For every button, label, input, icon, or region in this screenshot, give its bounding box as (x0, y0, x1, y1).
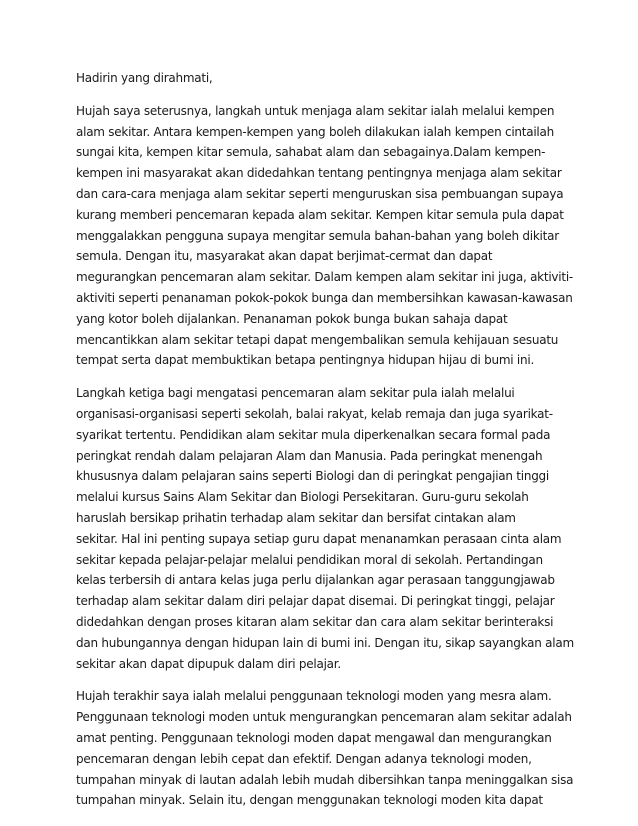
text-line: Hujah saya seterusnya, langkah untuk menjaga alam sekitar ialah melalui kempen (76, 103, 555, 118)
text-line: dan cara-cara menjaga alam sekitar seperti menguruskan sisa pembuangan supaya (76, 186, 564, 201)
text-line: terhadap alam sekitar dalam diri pelajar dapat disemai. Di peringkat tinggi, pelajar (76, 594, 555, 609)
text-line: menggalakkan pengguna supaya mengitar semula bahan-bahan yang boleh dikitar (76, 228, 559, 243)
text-line: Penggunaan teknologi moden untuk mengurangkan pencemaran alam sekitar adalah (76, 710, 572, 725)
text-line: tempat serta dapat membuktikan betapa pentingnya hidupan hijau di bumi ini. (76, 353, 535, 368)
text-line: dan hubungannya dengan hidupan lain di bumi ini. Dengan itu, sikap sayangkan alam (76, 635, 574, 650)
text-line: mencantikkan alam sekitar tetapi dapat mengembalikan semula kehijauan sesuatu (76, 332, 559, 347)
text-line: didedahkan dengan proses kitaran alam sekitar dan cara alam sekitar berinteraksi (76, 614, 554, 629)
document-body (76, 68, 576, 823)
text-line: haruslah bersikap prihatin terhadap alam sekitar dan bersifat cintakan alam (76, 510, 516, 525)
paragraph-organisations (76, 383, 576, 674)
text-line: sungai kita, kempen kitar semula, sahabat alam dan sebagainya.Dalam kempen- (76, 145, 546, 160)
text-line: peringkat rendah dalam pelajaran Alam dan Manusia. Pada peringkat menengah (76, 448, 543, 463)
text-line: kempen ini masyarakat akan didedahkan tentang pentingnya menjaga alam sekitar (76, 166, 562, 181)
text-line: sekitar. Hal ini penting supaya setiap guru dapat menanamkan perasaan cinta alam (76, 531, 562, 546)
text-line: melalui kursus Sains Alam Sekitar dan Biologi Persekitaran. Guru-guru sekolah (76, 490, 529, 505)
paragraph-campaign (76, 101, 576, 371)
text-line: aktiviti seperti penanaman pokok-pokok bunga dan membersihkan kawasan-kawasan (76, 290, 573, 305)
text-line: megurangkan pencemaran alam sekitar. Dalam kempen alam sekitar ini juga, aktiviti- (76, 270, 573, 285)
text-line: Hadirin yang dirahmati, (76, 71, 213, 85)
text-line: kurang memberi pencemaran kepada alam sekitar. Kempen kitar semula pula dapat (76, 207, 564, 222)
paragraph-technology (76, 686, 576, 811)
text-line: alam sekitar. Antara kempen-kempen yang boleh dilakukan ialah kempen cintailah (76, 124, 554, 139)
text-line: pencemaran dengan lebih cepat dan efektif. Dengan adanya teknologi moden, (76, 751, 532, 766)
text-line: Hujah terakhir saya ialah melalui penggunaan teknologi moden yang mesra alam. (76, 689, 552, 704)
text-line: semula. Dengan itu, masyarakat akan dapat berjimat-cermat dan dapat (76, 249, 493, 264)
text-line: syarikat tertentu. Pendidikan alam sekitar mula diperkenalkan secara formal pada (76, 427, 551, 442)
text-line: Langkah ketiga bagi mengatasi pencemaran alam sekitar pula ialah melalui (76, 386, 515, 401)
text-line: amat penting. Penggunaan teknologi moden dapat mengawal dan mengurangkan (76, 730, 552, 745)
text-line: sekitar akan dapat dipupuk dalam diri pelajar. (76, 656, 341, 671)
text-line: tumpahan minyak di lautan adalah lebih mudah dibersihkan tanpa meninggalkan sisa (76, 772, 574, 787)
text-line: sekitar kepada pelajar-pelajar melalui pendidikan moral di sekolah. Pertandingan (76, 552, 543, 567)
text-line: kelas terbersih di antara kelas juga perlu dijalankan agar perasaan tanggungjawab (76, 573, 555, 588)
text-line: khususnya dalam pelajaran sains seperti Biologi dan di peringkat pengajian tinggi (76, 469, 550, 484)
text-line: yang kotor boleh dijalankan. Penanaman pokok bunga bukan sahaja dapat (76, 311, 508, 326)
paragraph-salutation (76, 68, 576, 89)
text-line: organisasi-organisasi seperti sekolah, balai rakyat, kelab remaja dan juga syarikat- (76, 406, 553, 421)
text-line: tumpahan minyak. Selain itu, dengan menggunakan teknologi moden kita dapat (76, 793, 543, 808)
